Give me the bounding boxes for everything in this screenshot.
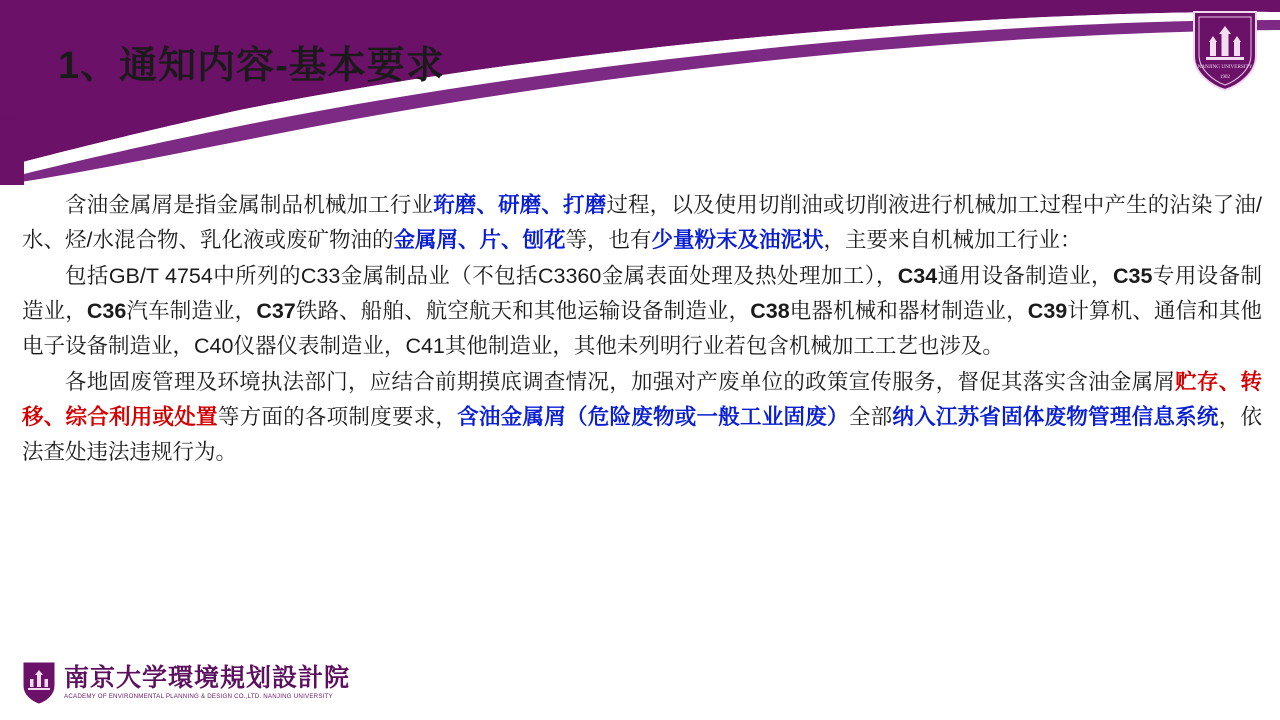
svg-text:1902: 1902: [1220, 75, 1230, 80]
run-highlight-blue: 金属屑、片、刨花: [393, 228, 566, 252]
run-text: 过程，以及使用切削油或切削液进行机械加工过程中产生的沾染了油/水、烃/水混合物、乳化液或废矿物油的: [22, 193, 1262, 252]
run-text: 汽车制造业，: [126, 299, 257, 323]
run-text: 等方面的各项制度要求，: [217, 405, 458, 429]
decorative-banner: [0, 0, 1280, 185]
academy-shield-icon: [22, 661, 56, 705]
run-text: 电器机械和器材制造业，: [789, 299, 1028, 323]
run-text: 全部: [848, 405, 893, 429]
run-bold: C35: [1112, 264, 1153, 288]
run-highlight-red: 贮存、转移、综合利用或处置: [22, 370, 1262, 429]
footer-logo: [22, 656, 350, 710]
run-text: 通用设备制造业，: [937, 264, 1113, 288]
run-bold: C37: [256, 299, 296, 323]
run-text: 等，也有: [565, 228, 652, 252]
run-highlight-blue: 少量粉末及油泥状: [651, 228, 824, 252]
run-text: 各地固废管理及环境执法部门，应结合前期摸底调查情况，加强对产废单位的政策宣传服务，督促其落实含油金属屑: [65, 370, 1176, 394]
run-text: 铁路、船舶、航空航天和其他运输设备制造业，: [295, 299, 751, 323]
run-highlight-blue: 珩磨、研磨、打磨: [433, 193, 607, 217]
run-highlight-blue: 含油金属屑（危险废物或一般工业固废）: [457, 405, 849, 429]
page-title: 1、通知内容-基本要求: [58, 45, 445, 87]
run-bold: C38: [750, 299, 790, 323]
footer-company-cn: 南京大学環境規划設計院: [64, 664, 351, 692]
paragraph-2: [22, 259, 1262, 364]
paragraph-3: [22, 365, 1262, 470]
run-text: ，依法查处违法违规行为。: [22, 405, 1262, 464]
run-bold: C34: [897, 264, 938, 288]
run-text: 含油金属屑是指金属制品机械加工行业: [65, 193, 434, 217]
footer-company-en: ACADEMY OF ENVIRONMENTAL PLANNING & DESIGN CO.,LTD. NANJING UNIVERSITY: [64, 692, 333, 700]
footer-text-block: [64, 666, 350, 700]
nanjing-university-seal-icon: [1188, 8, 1262, 94]
slide-body: [22, 188, 1262, 471]
paragraph-1: [22, 188, 1262, 258]
run-text: ，主要来自机械加工行业：: [823, 228, 1082, 252]
run-highlight-blue: 纳入江苏省固体废物管理信息系统: [892, 405, 1219, 429]
svg-text:NANJING UNIVERSITY: NANJING UNIVERSITY: [1197, 64, 1253, 70]
run-text: 包括GB/T 4754中所列的C33金属制品业（不包括C3360金属表面处理及热处理加工），: [65, 264, 898, 288]
run-text: 计算机、通信和其他电子设备制造业，C40仪器仪表制造业，C41其他制造业，其他未列明行业若包含机械加工工艺也涉及。: [22, 299, 1262, 358]
run-text: 专用设备制造业，: [22, 264, 1262, 323]
run-bold: C39: [1027, 299, 1068, 323]
run-bold: C36: [86, 299, 127, 323]
